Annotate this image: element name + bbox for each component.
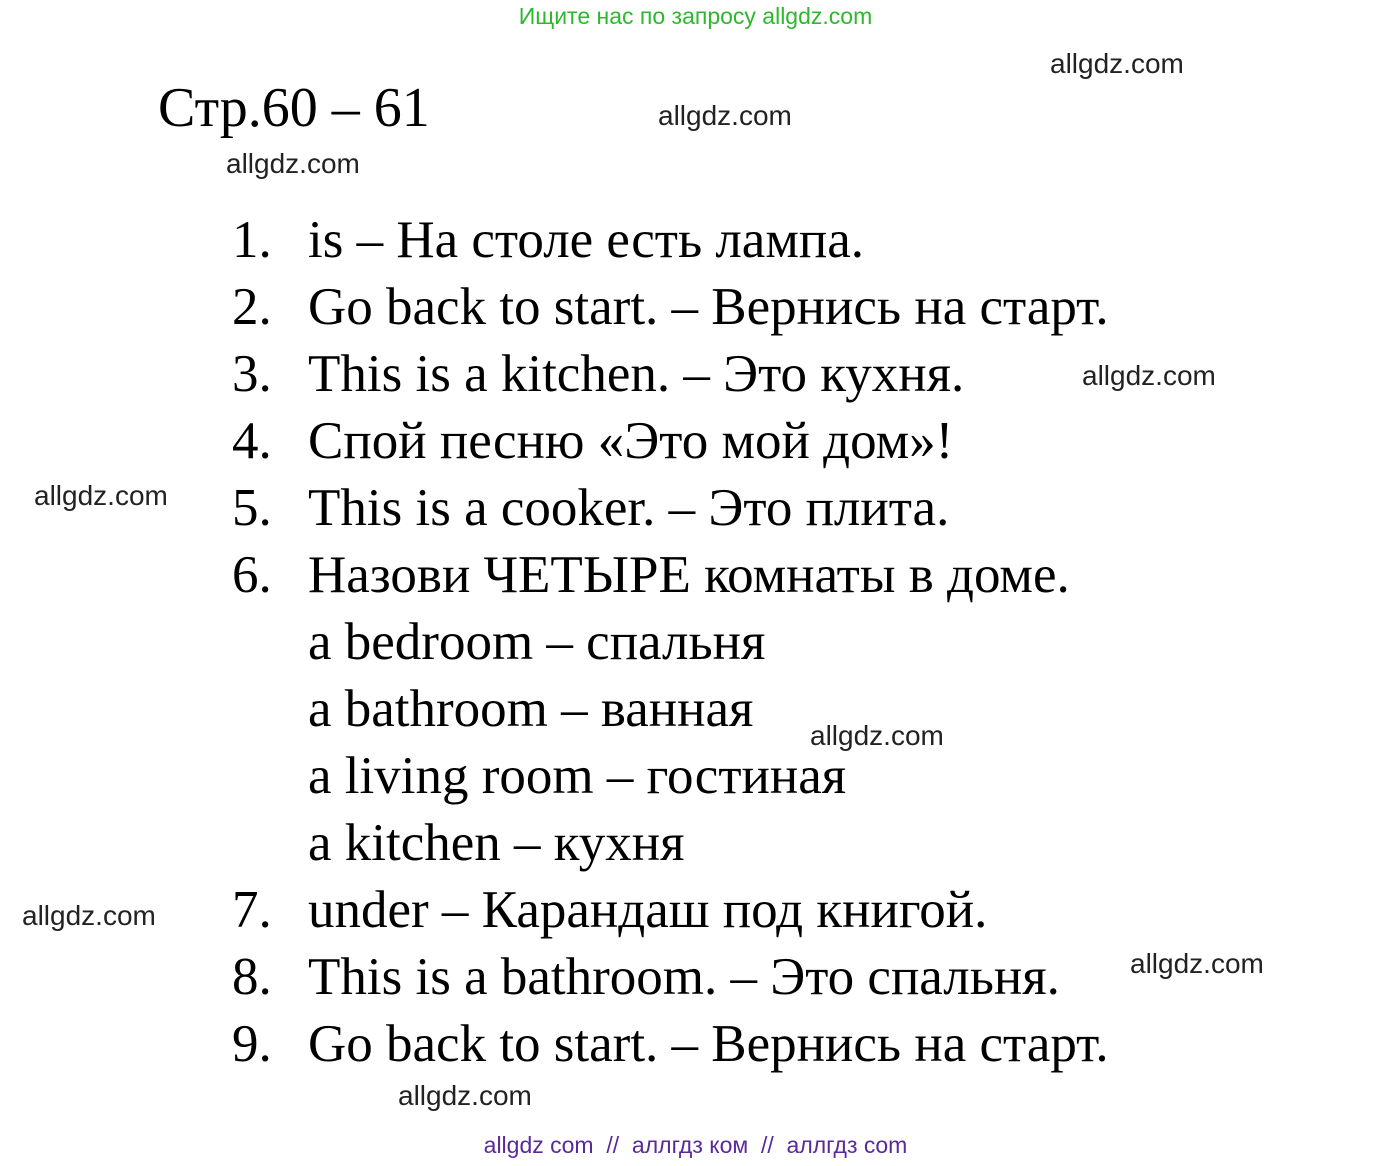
answer-number: 9.: [232, 1015, 272, 1073]
answer-text: Go back to start. – Вернись на старт.: [308, 1015, 1109, 1073]
answer-number: 8.: [232, 948, 272, 1006]
answer-number: 1.: [232, 211, 272, 269]
answer-number: 4.: [232, 412, 272, 470]
watermark: allgdz.com: [22, 900, 156, 931]
page-title: Стр.60 – 61: [158, 77, 430, 139]
watermark: allgdz.com: [1130, 948, 1264, 979]
watermark: allgdz.com: [226, 148, 360, 179]
watermark: allgdz.com: [658, 100, 792, 131]
answer-number: 2.: [232, 278, 272, 336]
watermark: allgdz.com: [398, 1080, 532, 1111]
answer-text: This is a bathroom. – Это спальня.: [308, 948, 1060, 1006]
bottom-banner: allgdz com // аллгдз ком // аллгдз com: [483, 1132, 908, 1158]
watermark: allgdz.com: [34, 480, 168, 511]
answer-text: is – На столе есть лампа.: [308, 211, 865, 269]
answer-text: Go back to start. – Вернись на старт.: [308, 278, 1109, 336]
answer-number: 3.: [232, 345, 272, 403]
watermark: allgdz.com: [810, 720, 944, 751]
answer-number: 6.: [232, 546, 272, 604]
answer-text: This is a cooker. – Это плита.: [308, 479, 950, 537]
answer-text: a kitchen – кухня: [308, 814, 685, 872]
answer-text: Назови ЧЕТЫРЕ комнаты в доме.: [308, 546, 1070, 604]
answer-text: Спой песню «Это мой дом»!: [308, 412, 954, 470]
answer-number: 7.: [232, 881, 272, 939]
answer-text: a bathroom – ванная: [308, 680, 754, 738]
watermark: allgdz.com: [1050, 48, 1184, 79]
answer-text: under – Карандаш под книгой.: [308, 881, 988, 939]
answer-text: a living room – гостиная: [308, 747, 847, 805]
watermark: allgdz.com: [1082, 360, 1216, 391]
top-banner: Ищите нас по запросу allgdz.com: [518, 3, 873, 29]
answer-text: This is a kitchen. – Это кухня.: [308, 345, 965, 403]
answer-text: a bedroom – спальня: [308, 613, 766, 671]
answer-number: 5.: [232, 479, 272, 537]
